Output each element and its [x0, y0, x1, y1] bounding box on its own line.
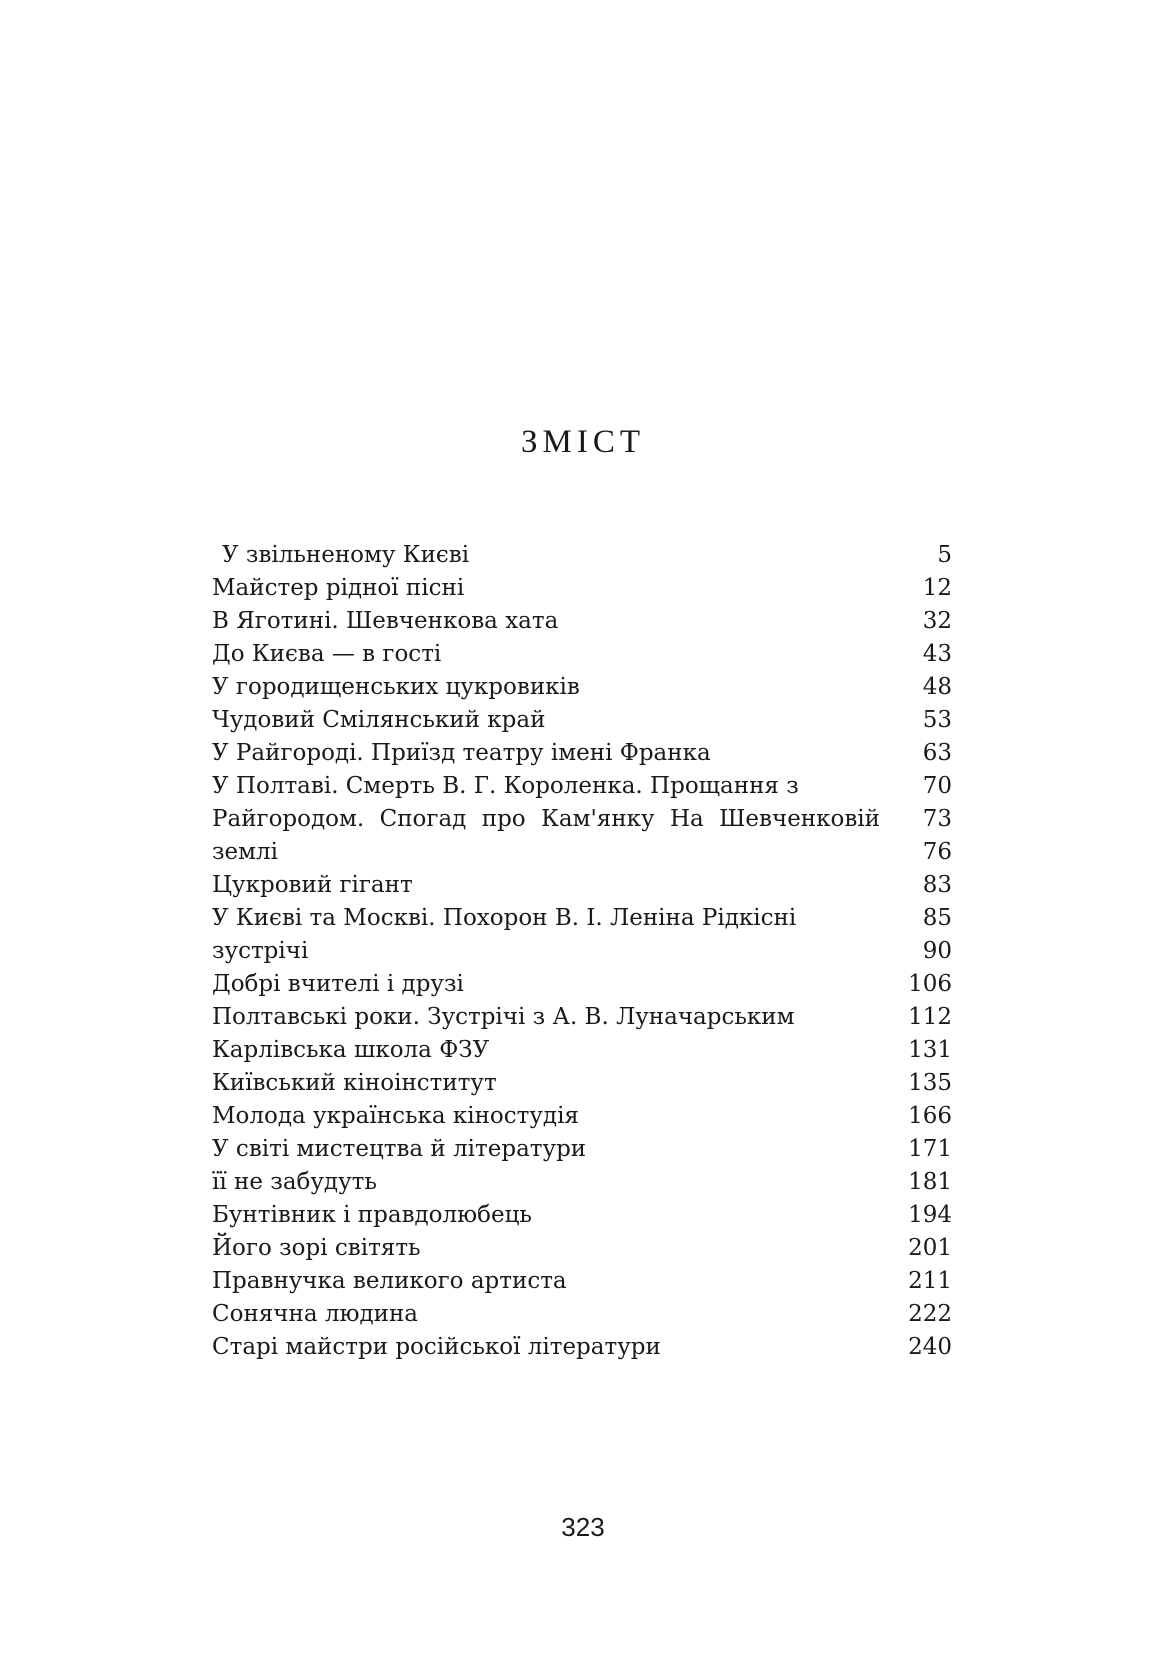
toc-entry-page: 112: [908, 1004, 952, 1030]
toc-entry-page: 43: [922, 641, 952, 667]
toc-entry-page: 32: [922, 608, 952, 634]
toc-entry: [212, 1298, 952, 1331]
toc-entry: [212, 539, 952, 572]
toc-entry-title: У Райгороді. Приїзд театру імені Франка: [212, 740, 711, 766]
toc-entry-title: У світі мистецтва й літератури: [212, 1136, 587, 1162]
toc-entry-title: В Яготині. Шевченкова хата: [212, 608, 559, 634]
toc-entry-page: 70: [922, 773, 952, 799]
toc-entry-page: 53: [922, 707, 952, 733]
toc-entry-title: До Києва — в гості: [212, 641, 442, 667]
toc-entry-page: 90: [922, 938, 952, 964]
toc-entry-page: 194: [908, 1202, 952, 1228]
toc-entry-page: 5: [937, 542, 952, 568]
toc-entry-title: Правнучка великого артиста: [212, 1268, 567, 1294]
toc-entry: [212, 572, 952, 605]
toc-entry-title: землі: [212, 839, 279, 865]
toc-entry: [212, 902, 952, 935]
toc-entry-title: її не забудуть: [212, 1169, 377, 1195]
toc-entry: [212, 869, 952, 902]
page-title: ЗМІСТ: [520, 424, 646, 460]
toc-entry-title: Бунтівник і правдолюбець: [212, 1202, 532, 1228]
toc-entry-title: Старі майстри російської літератури: [212, 1334, 661, 1360]
toc-entry: [212, 770, 952, 803]
toc-entry-title: Чудовий Смілянський край: [212, 707, 546, 733]
page-number: 323: [561, 1512, 605, 1542]
toc-entry: [212, 1265, 952, 1298]
toc-entry: [212, 1067, 952, 1100]
toc-entry-page: 135: [908, 1070, 952, 1096]
toc-entry: [212, 935, 952, 968]
toc-entry-page: 181: [908, 1169, 952, 1195]
toc-entry-page: 171: [908, 1136, 952, 1162]
toc-entry-page: 131: [908, 1037, 952, 1063]
toc-entry-title: зустрічі: [212, 938, 309, 964]
toc-entry-page: 85: [922, 905, 952, 931]
toc-entry: [212, 1133, 952, 1166]
toc-entry-title: Добрі вчителі і друзі: [212, 971, 464, 997]
table-of-contents: [212, 539, 952, 1364]
toc-entry: [212, 1001, 952, 1034]
toc-entry-title: Цукровий гігант: [212, 872, 413, 898]
toc-entry-title: Майстер рідної пісні: [212, 575, 465, 601]
toc-entry-page: 12: [922, 575, 952, 601]
toc-entry-title: Сонячна людина: [212, 1301, 419, 1327]
toc-entry-page: 83: [922, 872, 952, 898]
toc-entry-page: 166: [908, 1103, 952, 1129]
toc-entry-page: 222: [908, 1301, 952, 1327]
toc-entry-page: 106: [908, 971, 952, 997]
toc-entry: [212, 836, 952, 869]
toc-entry: [212, 638, 952, 671]
toc-entry-title: У звільненому Києві: [222, 542, 470, 568]
toc-entry-title: У Києві та Москві. Похорон В. І. Леніна Рідкісні: [212, 905, 797, 931]
toc-entry-title: Його зорі світять: [212, 1235, 421, 1261]
toc-entry: [212, 968, 952, 1001]
toc-entry-title: Молода українська кіностудія: [212, 1103, 579, 1129]
toc-entry: [212, 1034, 952, 1067]
toc-entry-title: У Полтаві. Смерть В. Г. Короленка. Прощання з: [212, 773, 799, 799]
toc-entry-page: 240: [908, 1334, 952, 1360]
toc-entry: [212, 704, 952, 737]
toc-entry: [212, 671, 952, 704]
toc-entry-title: У городищенських цукровиків: [212, 674, 580, 700]
toc-entry: [212, 803, 952, 836]
toc-entry: [212, 737, 952, 770]
toc-entry: [212, 605, 952, 638]
toc-entry-page: 211: [908, 1268, 952, 1294]
toc-entry-page: 48: [922, 674, 952, 700]
toc-entry-title: Карлівська школа ФЗУ: [212, 1037, 490, 1063]
toc-entry-page: 201: [908, 1235, 952, 1261]
toc-entry-page: 76: [922, 839, 952, 865]
toc-entry-title: Київський кіноінститут: [212, 1070, 497, 1096]
toc-entry: [212, 1199, 952, 1232]
toc-entry-title: Полтавські роки. Зустрічі з А. В. Луначарським: [212, 1004, 795, 1030]
toc-entry-title: Райгородом. Спогад про Кам'янку На Шевченковій: [212, 806, 880, 832]
toc-entry: [212, 1100, 952, 1133]
toc-entry: [212, 1232, 952, 1265]
toc-entry: [212, 1166, 952, 1199]
toc-entry-page: 63: [922, 740, 952, 766]
toc-entry-page: 73: [922, 806, 952, 832]
toc-entry: [212, 1331, 952, 1364]
